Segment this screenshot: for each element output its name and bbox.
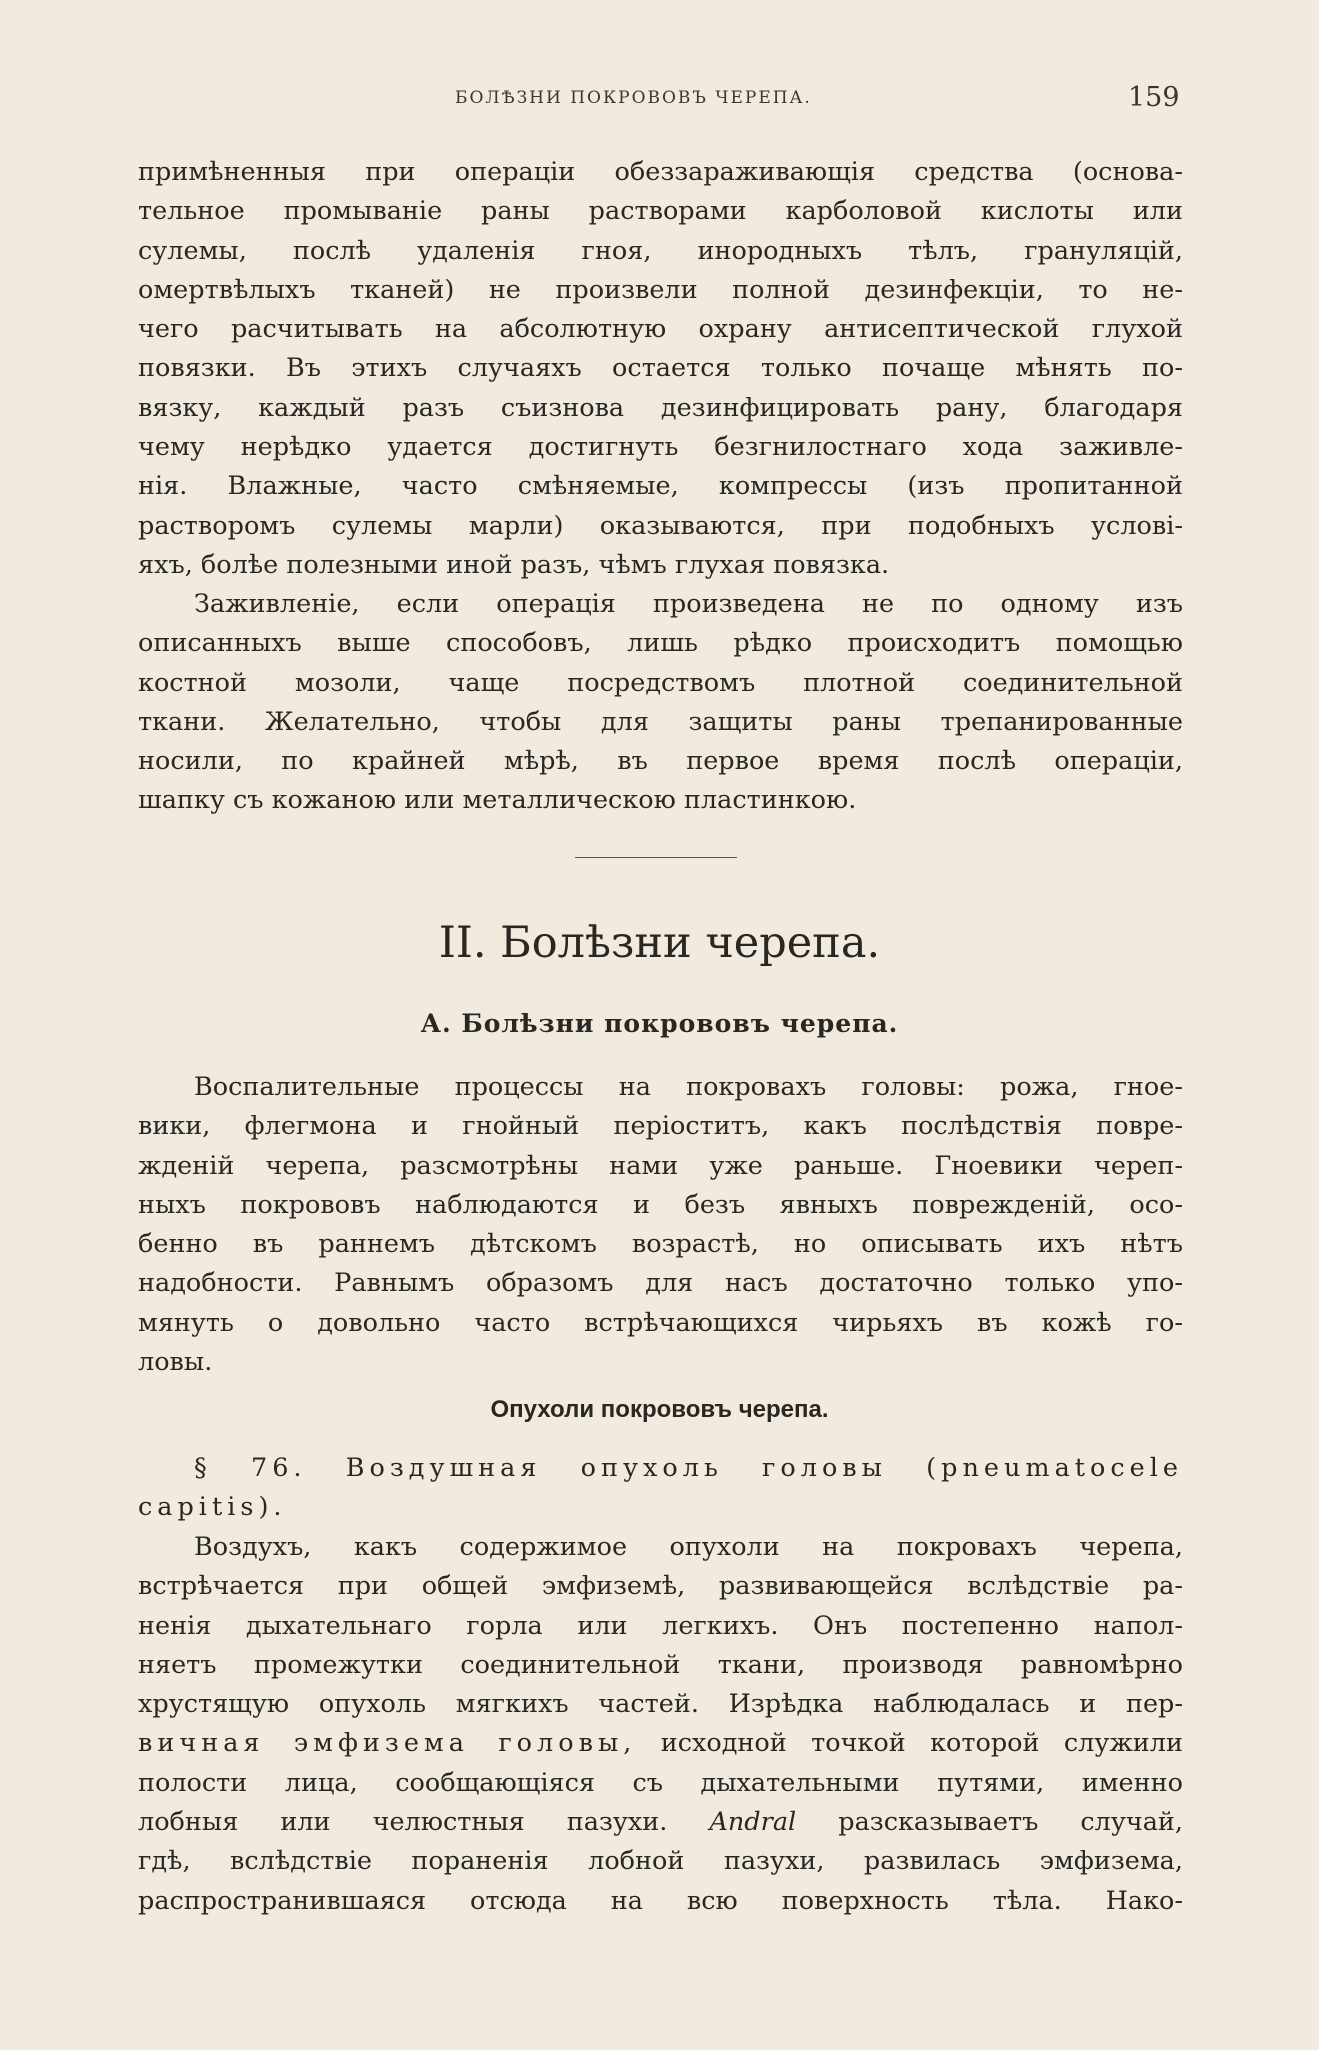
text-line: Заживленіе, если операція произведена не по одному изъ [194, 589, 1183, 619]
text-line: гдѣ, вслѣдствіе пораненія лобной пазухи, развилась эмфизема, [138, 1846, 1183, 1877]
text-line: хрустящую опухоль мягкихъ частей. Изрѣдка наблюдалась и пер- [138, 1689, 1183, 1720]
text-line: примѣненныя при операціи обеззараживающія средства (основа- [138, 157, 1183, 187]
tumors-heading: Опухоли покрововъ черепа. [490, 1396, 829, 1423]
text-line: capitis). [138, 1492, 287, 1523]
text-line: надобности. Равнымъ образомъ для насъ достаточно только упо- [138, 1268, 1183, 1299]
subsection-title: А. Болѣзни покрововъ черепа. [420, 1009, 899, 1038]
text-line: няетъ промежутки соединительной ткани, производя равномѣрно [138, 1649, 1183, 1680]
text-line: бенно въ раннемъ дѣтскомъ возрастѣ, но описывать ихъ нѣтъ [138, 1229, 1183, 1260]
text-span: лобныя или челюстныя пазухи. [138, 1807, 668, 1838]
text-line: встрѣчается при общей эмфиземѣ, развивающейся вслѣдствіе ра- [138, 1571, 1183, 1602]
text-line [138, 1724, 1183, 1763]
text-line: тельное промываніе раны растворами карболовой кислоты или [138, 196, 1183, 227]
page-number: 159 [1128, 82, 1180, 113]
text-line: яхъ, болѣе полезными иной разъ, чѣмъ глухая повязка. [138, 549, 890, 580]
text-span: разсказываетъ случай, [838, 1807, 1184, 1838]
text-line: шапку съ кожаною или металлическою пластинкою. [138, 785, 857, 816]
text-line: Воспалительные процессы на покровахъ головы: рожа, гное- [194, 1072, 1183, 1102]
text-line: ткани. Желательно, чтобы для защиты раны трепанированные [138, 706, 1183, 737]
text-line: носили, по крайней мѣрѣ, въ первое время послѣ операціи, [138, 746, 1183, 777]
text-line [138, 1803, 1183, 1842]
text-line: чего расчитывать на абсолютную охрану антисептической глухой [138, 314, 1183, 345]
paragraph-air-tumor [138, 1528, 1183, 1921]
text-line: чему нерѣдко удается достигнуть безгнилостнаго хода заживле- [138, 432, 1183, 463]
text-line [138, 1449, 1183, 1488]
text-line: вики, флегмона и гнойный періоститъ, какъ послѣдствія повре- [138, 1111, 1183, 1142]
text-line: ныхъ покрововъ наблюдаются и безъ явныхъ поврежденій, осо- [138, 1189, 1183, 1220]
section-number: § 76. [194, 1453, 307, 1483]
text-line: сулемы, послѣ удаленія гноя, инородныхъ тѣлъ, грануляцій, [138, 235, 1183, 266]
running-head: БОЛѢЗНИ ПОКРОВОВЪ ЧЕРЕПА. [455, 88, 812, 108]
text-line: жденій черепа, разсмотрѣны нами уже раньше. Гноевики череп- [138, 1150, 1183, 1181]
section-divider [575, 857, 737, 858]
text-line: распространившаяся отсюда на всю поверхность тѣла. Нако- [138, 1885, 1183, 1916]
paragraph-inflammatory-processes [138, 1068, 1183, 1382]
text-line: повязки. Въ этихъ случаяхъ остается только почаще мѣнять по- [138, 353, 1183, 384]
text-line: омертвѣлыхъ тканей) не произвели полной дезинфекціи, то не- [138, 274, 1183, 305]
text-line: нія. Влажные, часто смѣняемые, компрессы (изъ пропитанной [138, 471, 1183, 502]
text-line: ловы. [138, 1347, 213, 1378]
text-line: Воздухъ, какъ содержимое опухоли на покровахъ черепа, [194, 1532, 1183, 1562]
section-76-heading [138, 1449, 1183, 1528]
text-line: мянуть о довольно часто встрѣчающихся чирьяхъ въ кожѣ го- [138, 1307, 1183, 1338]
text-line: полости лица, сообщающіяся съ дыхательными путями, именно [138, 1767, 1183, 1798]
text-line: описанныхъ выше способовъ, лишь рѣдко происходитъ помощью [138, 628, 1183, 659]
text-line: растворомъ сулемы марли) оказываются, при подобныхъ услові- [138, 510, 1183, 541]
spaced-emphasis: вичная эмфизема головы, [138, 1728, 637, 1759]
author-name: Andral [709, 1807, 797, 1838]
text-span: исходной точкой которой служили [660, 1728, 1183, 1759]
paragraph-antiseptic-dressing [138, 153, 1183, 585]
text-line: костной мозоли, чаще посредствомъ плотной соединительной [138, 667, 1183, 698]
section-title-line: Воздушная опухоль головы (pneumatocele [345, 1453, 1183, 1483]
text-line: вязку, каждый разъ съизнова дезинфицировать рану, благодаря [138, 392, 1183, 423]
paragraph-healing [138, 585, 1183, 821]
section-title: II. Болѣзни черепа. [438, 918, 881, 968]
text-line: ненія дыхательнаго горла или легкихъ. Онъ постепенно напол- [138, 1610, 1183, 1641]
